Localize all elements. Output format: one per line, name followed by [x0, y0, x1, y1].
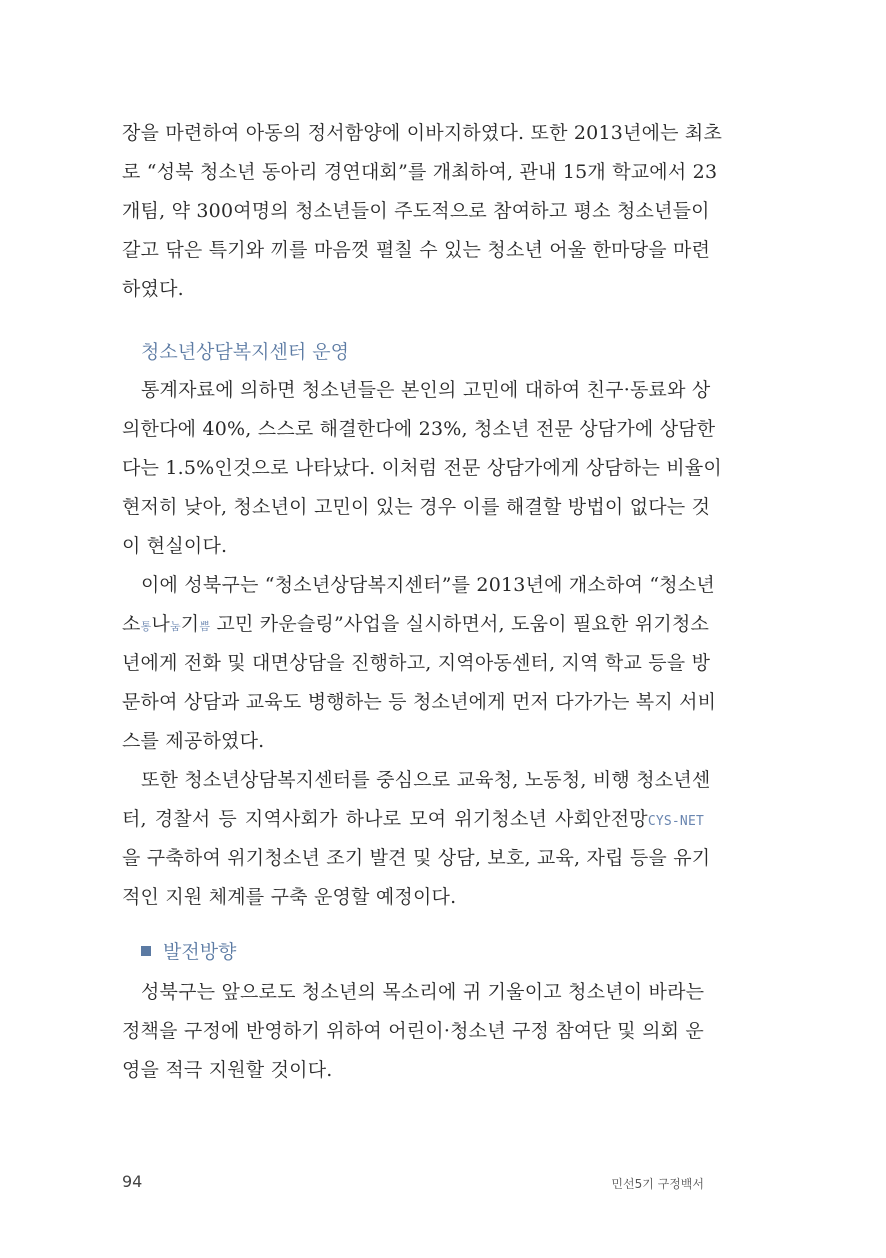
text-line: 정책을 구정에 반영하기 위하여 어린이·청소년 구정 참여단 및 의회 운	[122, 1020, 704, 1042]
section-heading-development	[141, 937, 236, 967]
text-line: 문하여 상담과 교육도 병행하는 등 청소년에게 먼저 다가가는 복지 서비	[122, 691, 717, 713]
text-line: 년에게 전화 및 대면상담을 진행하고, 지역아동센터, 지역 학교 등을 방	[122, 652, 711, 674]
text-line: 장을 마련하여 아동의 정서함양에 이바지하였다. 또한 2013년에는 최초	[122, 122, 723, 144]
text-fragment: 소	[122, 613, 141, 635]
text-line	[122, 609, 710, 639]
book-title: 민선5기 구정백서	[611, 1177, 704, 1191]
section-heading: 청소년상담복지센터 운영	[141, 341, 349, 363]
page-number: 94	[122, 1172, 143, 1191]
text-line: 성북구는 앞으로도 청소년의 목소리에 귀 기울이고 청소년이 바라는	[141, 981, 705, 1003]
text-fragment: 터, 경찰서 등 지역사회가 하나로 모여 위기청소년 사회안전망	[122, 808, 648, 830]
text-line: 갈고 닦은 특기와 끼를 마음껏 펼칠 수 있는 청소년 어울 한마당을 마련	[122, 239, 711, 261]
section-heading-text: 발전방향	[163, 941, 237, 963]
text-line	[122, 804, 704, 834]
cys-net-label: CYS-NET	[647, 814, 704, 829]
text-line: 하였다.	[122, 278, 184, 300]
text-line: 의한다에 40%, 스스로 해결한다에 23%, 청소년 전문 상담가에 상담한	[122, 418, 716, 440]
text-line: 적인 지원 체계를 구축 운영할 예정이다.	[122, 886, 457, 908]
text-line: 이에 성북구는 “청소년상담복지센터”를 2013년에 개소하여 “청소년	[141, 574, 715, 596]
text-line: 통계자료에 의하면 청소년들은 본인의 고민에 대하여 친구·동료와 상	[141, 379, 711, 401]
text-line: 개팀, 약 300여명의 청소년들이 주도적으로 참여하고 평소 청소년들이	[122, 200, 710, 222]
text-line: 이 현실이다.	[122, 535, 228, 557]
small-text: 통	[140, 620, 152, 633]
text-line: 현저히 낮아, 청소년이 고민이 있는 경우 이를 해결할 방법이 없다는 것	[122, 496, 711, 518]
text-fragment: 나	[151, 613, 170, 635]
small-text: 쁨	[199, 620, 211, 633]
small-text: 눔	[169, 620, 181, 633]
text-fragment: 기	[180, 613, 200, 635]
text-line: 영을 적극 지원할 것이다.	[122, 1059, 333, 1081]
text-line: 을 구축하여 위기청소년 조기 발견 및 상담, 보호, 교육, 자립 등을 유기	[122, 847, 711, 869]
text-line: 또한 청소년상담복지센터를 중심으로 교육청, 노동청, 비행 청소년센	[141, 769, 711, 791]
text-line: 다는 1.5%인것으로 나타났다. 이처럼 전문 상담가에게 상담하는 비율이	[122, 457, 722, 479]
text-fragment: 고민 카운슬링”사업을 실시하면서, 도움이 필요한 위기청소	[210, 613, 710, 635]
text-line: 로 “성북 청소년 동아리 경연대회”를 개최하여, 관내 15개 학교에서 23	[122, 161, 718, 183]
text-line: 스를 제공하였다.	[122, 730, 265, 752]
square-bullet-icon	[141, 946, 151, 956]
